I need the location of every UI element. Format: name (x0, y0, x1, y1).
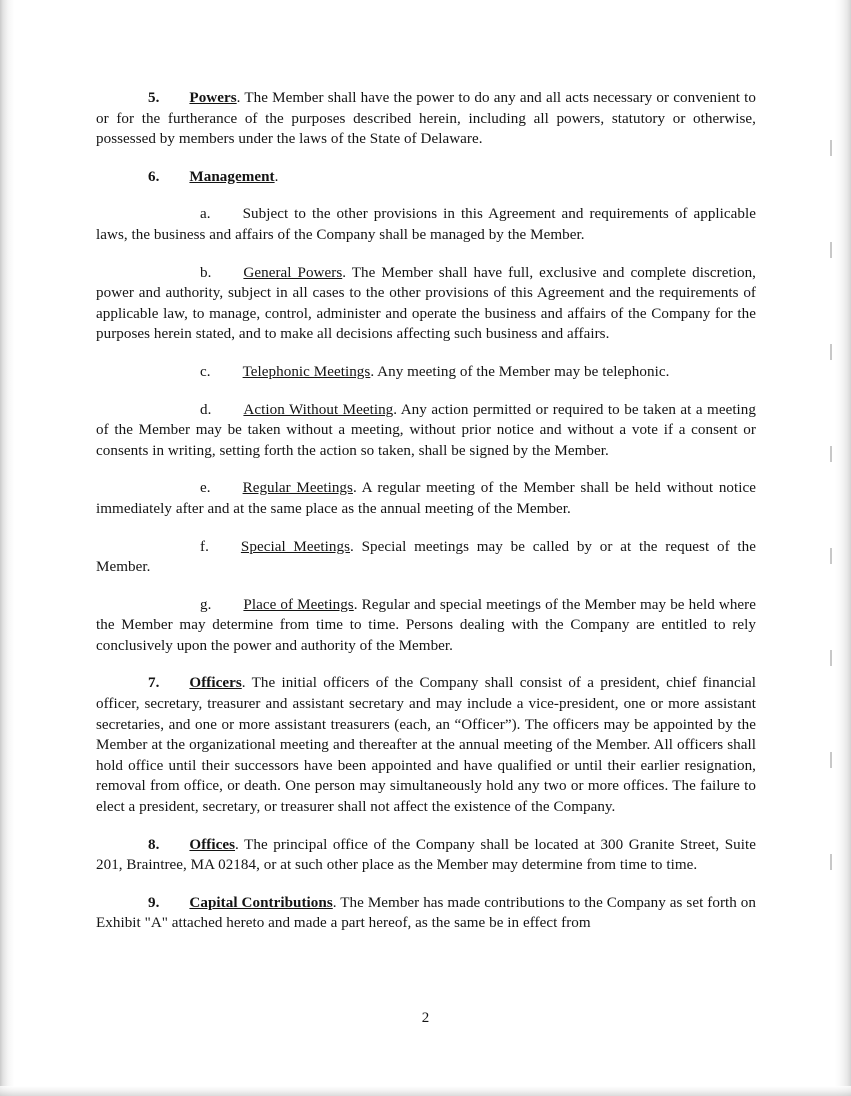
clause-number: 7. (148, 675, 160, 692)
paragraph-management-g (96, 595, 756, 657)
clause-text: . The Member shall have the power to do any and all acts necessary or convenient to or for the furtherance of the purposes described herein, including all powers, statutory or otherwise, possessed by members under the laws of the State of Delaware. (96, 90, 756, 148)
clause-number: 6. (148, 168, 160, 185)
paragraph-officers (96, 673, 756, 817)
clause-number: 8. (148, 836, 160, 853)
paragraph-management-b (96, 263, 756, 345)
paragraph-management-e (96, 478, 756, 519)
clause-heading: Regular Meetings (242, 480, 353, 497)
clause-number: f. (200, 538, 209, 555)
clause-text: . Regular and special meetings of the Member may be held where the Member may determine from time to time. Persons dealing with the Company are entitled to rely conclusively upon the power and authority of the Member. (96, 596, 756, 654)
paragraph-management (96, 167, 756, 188)
paragraph-powers (96, 88, 756, 150)
clause-text: . The initial officers of the Company shall consist of a president, chief financial officer, secretary, treasurer and assistant secretary and may include a vice-president, one or more assistant secretaries, and one or more assistant treasurers (each, an “Officer”). The officers may be appointed by the Member at the organizational meeting and thereafter at the annual meeting of the Member. All officers shall hold office until their successors have been appointed and have qualified or until their earlier resignation, removal from office, or death. One person may simultaneously hold any two or more offices. The failure to elect a president, secretary, or treasurer shall not affect the existence of the Company. (96, 675, 756, 816)
clause-heading: Powers (189, 90, 237, 106)
clause-heading: Capital Contributions (189, 894, 333, 911)
clause-heading: Special Meetings (240, 538, 351, 555)
clause-text: Subject to the other provisions in this Agreement and requirements of applicable laws, the business and affairs of the Company shall be managed by the Member. (96, 206, 756, 243)
clause-text: . The principal office of the Company shall be located at 300 Granite Street, Suite 201, Braintree, MA 02184, or at such other place as the Member may determine from time to time. (96, 836, 756, 874)
clause-number: 5. (148, 90, 160, 106)
paragraph-management-d (96, 400, 756, 462)
clause-text: . The Member shall have full, exclusive and complete discretion, power and authority, subject in all cases to the other provisions of this Agreement and the requirements of applicable law, to manage, control, administer and operate the business and affairs of the Company for the purposes herein stated, and to make all decisions affecting such business and affairs. (96, 264, 756, 343)
paragraph-capital-contributions (96, 893, 756, 934)
clause-heading: General Powers (243, 264, 343, 281)
scan-edge-bottom (0, 1086, 851, 1096)
clause-heading: Place of Meetings (243, 596, 354, 613)
clause-text: . Special meetings may be called by or at the request of the Member. (96, 538, 756, 576)
document-body (96, 88, 756, 951)
clause-heading: Officers (189, 675, 242, 692)
paragraph-management-c (96, 362, 756, 383)
scan-edge-right (835, 0, 851, 1096)
clause-text: . The Member has made contributions to the Company as set forth on Exhibit "A" attached hereto and made a part hereof, as the same be in effect from (96, 894, 756, 932)
clause-heading: Telephonic Meetings (242, 363, 371, 380)
clause-text: . (274, 168, 279, 185)
binder-punch-marks (830, 140, 833, 960)
scan-edge-left (0, 0, 14, 1096)
clause-number: d. (200, 401, 212, 418)
clause-text: . Any meeting of the Member may be telephonic. (370, 363, 670, 380)
page-number: 2 (421, 1010, 430, 1026)
clause-number: c. (200, 363, 211, 380)
clause-number: b. (200, 264, 212, 281)
paragraph-offices (96, 835, 756, 876)
paragraph-management-f (96, 537, 756, 578)
clause-number: 9. (148, 894, 160, 911)
clause-number: e. (200, 480, 211, 497)
clause-heading: Action Without Meeting (243, 401, 394, 418)
clause-heading: Management (189, 168, 275, 185)
clause-number: g. (200, 596, 212, 613)
clause-number: a. (200, 206, 211, 223)
clause-text: . A regular meeting of the Member shall be held without notice immediately after and at the same place as the annual meeting of the Member. (96, 480, 756, 517)
clause-text: . Any action permitted or required to be taken at a meeting of the Member may be taken without a meeting, without prior notice and without a vote if a consent or consents in writing, setting forth the action so taken, shall be signed by the Member. (96, 401, 756, 459)
paragraph-management-a (96, 204, 756, 245)
clause-heading: Offices (189, 836, 236, 853)
